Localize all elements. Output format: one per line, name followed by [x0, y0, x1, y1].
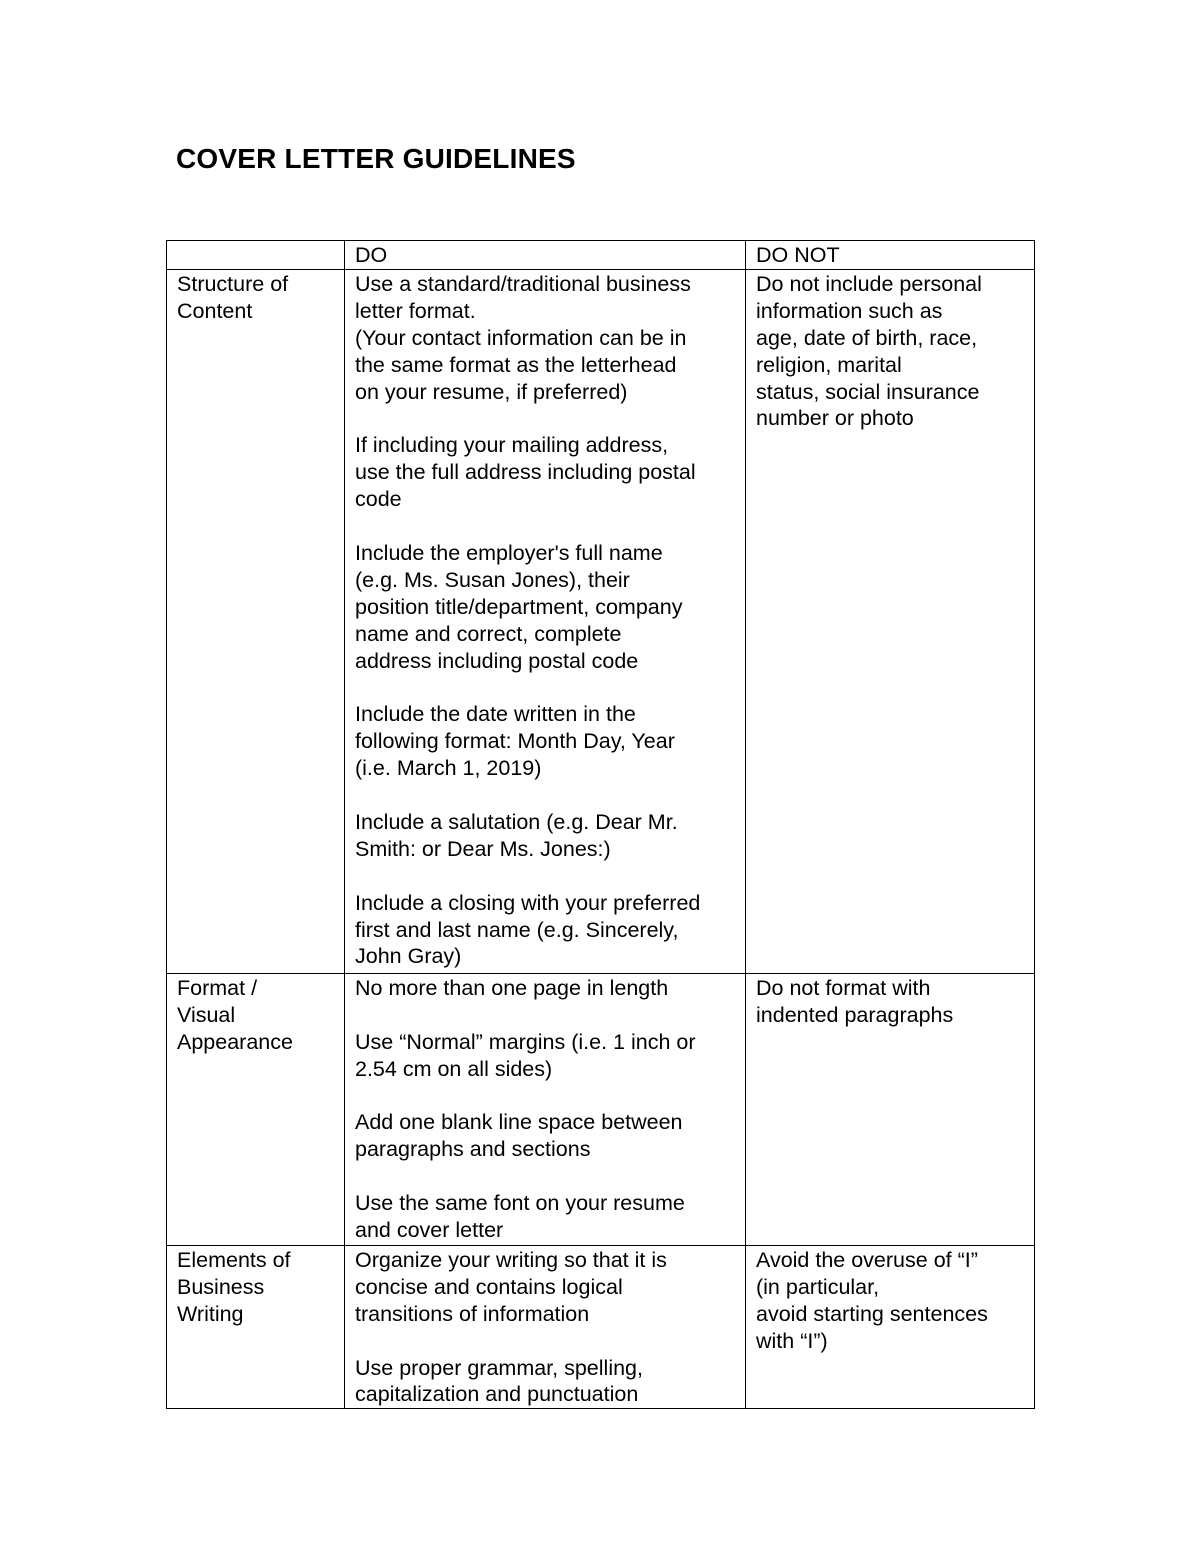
guideline-line: number or photo	[756, 406, 914, 431]
guidelines-table	[166, 240, 1035, 1409]
guideline-line: on your resume, if preferred)	[355, 379, 628, 404]
guideline-line: Include the employer's full name	[355, 540, 663, 565]
header-cell-do-not: DO NOT	[746, 241, 1035, 270]
guideline-paragraph	[355, 890, 736, 971]
do-not-cell	[746, 973, 1035, 1245]
guideline-paragraph	[355, 975, 736, 1002]
guideline-line: paragraphs and sections	[355, 1137, 591, 1162]
guideline-paragraph	[355, 701, 736, 782]
row-label-line: Structure of	[177, 271, 289, 296]
guideline-line: avoid starting sentences	[756, 1301, 988, 1326]
header-cell-do: DO	[345, 241, 746, 270]
guideline-line: religion, marital	[756, 352, 902, 377]
guideline-line: Avoid the overuse of “I”	[756, 1247, 978, 1272]
guideline-line: address including postal code	[355, 648, 639, 673]
guideline-line: John Gray)	[355, 944, 462, 969]
row-label-line: Writing	[177, 1301, 244, 1326]
guideline-line: Do not include personal	[756, 271, 982, 296]
guideline-line: Add one blank line space between	[355, 1110, 683, 1135]
table-header-row	[167, 241, 1035, 270]
guideline-line: If including your mailing address,	[355, 433, 669, 458]
guideline-line: (i.e. March 1, 2019)	[355, 756, 542, 781]
guideline-paragraph	[355, 1109, 736, 1163]
guideline-line: Include a salutation (e.g. Dear Mr.	[355, 809, 678, 834]
guideline-line: (in particular,	[756, 1274, 880, 1299]
guideline-line: (e.g. Ms. Susan Jones), their	[355, 567, 630, 592]
row-label-cell	[167, 269, 345, 973]
guideline-line: status, social insurance	[756, 379, 980, 404]
row-label-line: Format /	[177, 975, 258, 1000]
guideline-paragraph	[355, 540, 736, 675]
guideline-line: position title/department, company	[355, 594, 683, 619]
guideline-line: Use a standard/traditional business	[355, 271, 691, 296]
do-not-cell	[746, 269, 1035, 973]
guideline-line: letter format.	[355, 298, 476, 323]
guideline-line: capitalization and punctuation	[355, 1382, 639, 1407]
guideline-paragraph	[756, 271, 1025, 432]
guideline-line: transitions of information	[355, 1301, 590, 1326]
guideline-line: use the full address including postal	[355, 460, 696, 485]
row-label-line: Elements of	[177, 1247, 291, 1272]
guideline-line: 2.54 cm on all sides)	[355, 1056, 553, 1081]
guideline-paragraph	[355, 1355, 736, 1409]
guideline-line: concise and contains logical	[355, 1274, 623, 1299]
do-cell	[345, 269, 746, 973]
guideline-paragraph	[355, 432, 736, 513]
guideline-paragraph	[355, 271, 736, 406]
guideline-paragraph	[355, 1029, 736, 1083]
guideline-line: (Your contact information can be in	[355, 325, 687, 350]
guideline-line: Use the same font on your resume	[355, 1191, 685, 1216]
row-label-cell	[167, 1245, 345, 1408]
do-cell	[345, 1245, 746, 1408]
table-row	[167, 1245, 1035, 1408]
row-label-line: Appearance	[177, 1029, 293, 1054]
guideline-line: name and correct, complete	[355, 621, 622, 646]
guideline-line: the same format as the letterhead	[355, 352, 677, 377]
guideline-line: following format: Month Day, Year	[355, 729, 675, 754]
guideline-paragraph	[756, 1247, 1025, 1355]
guideline-line: indented paragraphs	[756, 1002, 954, 1027]
guideline-paragraph	[355, 809, 736, 863]
table-row	[167, 269, 1035, 973]
guideline-line: first and last name (e.g. Sincerely,	[355, 917, 679, 942]
row-label-line: Visual	[177, 1002, 236, 1027]
guideline-line: and cover letter	[355, 1218, 504, 1243]
guideline-line: code	[355, 487, 402, 512]
guideline-paragraph	[355, 1247, 736, 1328]
header-cell-empty	[167, 241, 345, 270]
guideline-line: Use “Normal” margins (i.e. 1 inch or	[355, 1029, 696, 1054]
row-label-line: Content	[177, 298, 253, 323]
do-cell	[345, 973, 746, 1245]
row-label-cell	[167, 973, 345, 1245]
guideline-line: Smith: or Dear Ms. Jones:)	[355, 836, 611, 861]
guideline-line: with “I”)	[756, 1328, 828, 1353]
guideline-line: No more than one page in length	[355, 975, 669, 1000]
guideline-paragraph	[756, 975, 1025, 1029]
guideline-line: Include the date written in the	[355, 702, 636, 727]
page-title: COVER LETTER GUIDELINES	[176, 143, 576, 174]
guideline-line: information such as	[756, 298, 943, 323]
guideline-line: Include a closing with your preferred	[355, 890, 701, 915]
do-not-cell	[746, 1245, 1035, 1408]
row-label-line: Business	[177, 1274, 265, 1299]
guideline-line: Do not format with	[756, 975, 931, 1000]
guideline-line: Use proper grammar, spelling,	[355, 1355, 643, 1380]
table-row	[167, 973, 1035, 1245]
guideline-line: Organize your writing so that it is	[355, 1247, 667, 1272]
guideline-paragraph	[355, 1190, 736, 1244]
guideline-line: age, date of birth, race,	[756, 325, 978, 350]
